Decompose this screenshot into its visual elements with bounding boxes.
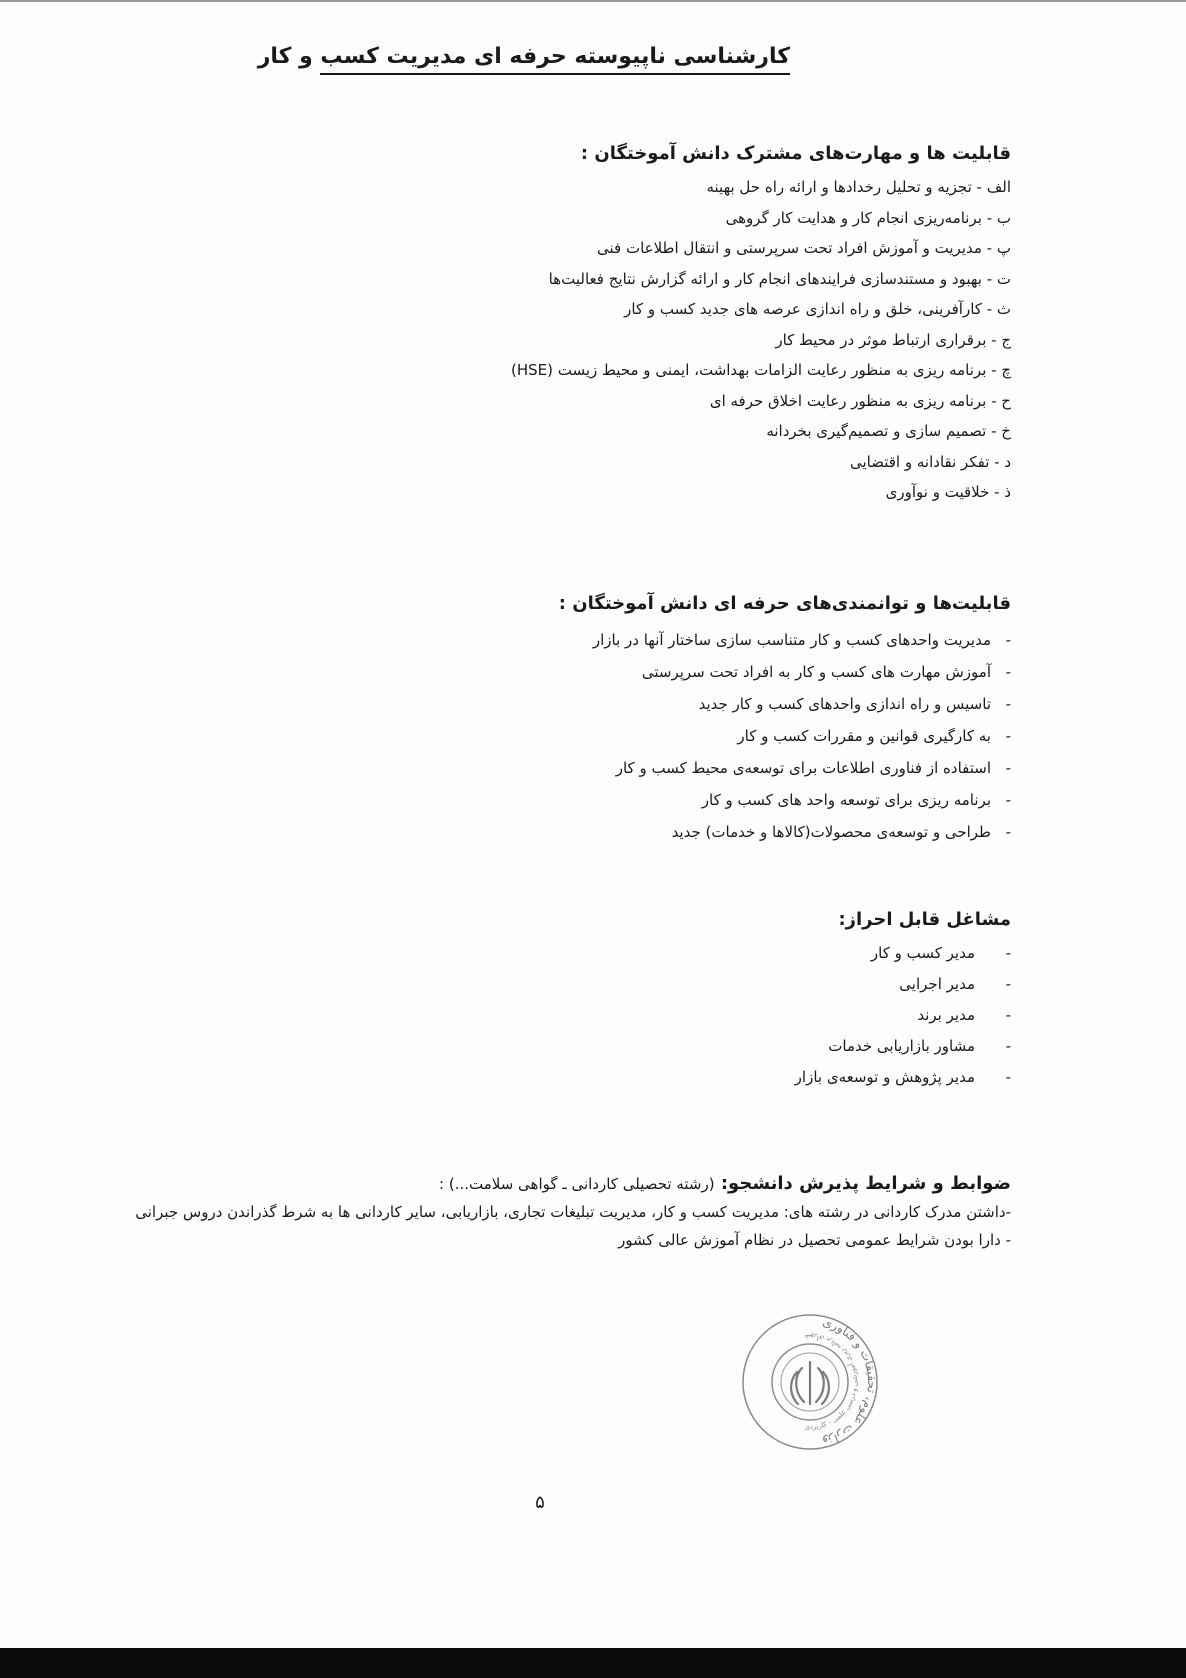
admission-line: -داشتن مدرک کاردانی در رشته های: مدیریت کسب و کار، مدیریت تبلیغات تجاری، بازاریابی، سایر کاردانی ها به شرط گذراندن دروس جبرانی [135,1203,1011,1221]
list-item: - طراحی و توسعه‌ی محصولات(کالاها و خدمات) جدید [559,816,1011,848]
page-title: کارشناسی ناپیوسته حرفه ای مدیریت کسب و کار [320,44,790,75]
list-item: ج - برقراری ارتباط موثر در محیط کار [775,330,1011,349]
list-item: ت - بهبود و مستندسازی فرایندهای انجام کار و ارائه گزارش نتایج فعالیت‌ها [548,269,1011,288]
list-item: - مدیر اجرایی [795,969,1011,1000]
list-item: پ - مدیریت و آموزش افراد تحت سرپرستی و انتقال اطلاعات فنی [596,239,1011,257]
professional-skills-section [559,590,1011,848]
professional-skills-heading: قابلیت‌ها و توانمندی‌های حرفه ای دانش آموختگان : [558,593,1011,614]
scan-edge-line [0,0,1186,2]
admission-heading [135,1170,1011,1198]
jobs-heading: مشاغل قابل احراز: [838,909,1011,930]
list-item: چ - برنامه ریزی به منظور رعایت الزامات بهداشت، ایمنی و محیط زیست (HSE) [511,361,1011,379]
list-item: - استفاده از فناوری اطلاعات برای توسعه‌ی محیط کسب و کار [559,752,1011,784]
list-item: خ - تصمیم سازی و تصمیم‌گیری بخردانه [766,422,1011,440]
svg-text:شورای برنامه ریزی آموزشی و درس [804,1333,859,1431]
iran-emblem-icon [791,1362,829,1404]
seal-outer-text: وزارت علوم، تحقیقات و فناوری [821,1314,880,1450]
list-item: - به کارگیری قوانین و مقررات کسب و کار [559,720,1011,752]
list-item: ث - کارآفرینی، خلق و راه اندازی عرصه های جدید کسب و کار [624,300,1011,318]
list-item: د - تفکر نقادانه و اقتضایی [849,452,1011,471]
page-number: ۵ [535,1492,545,1513]
list-item: - مدیر برند [795,1000,1011,1031]
list-item: - تاسیس و راه اندازی واحدهای کسب و کار جدید [559,688,1011,720]
admission-line: - دارا بودن شرایط عمومی تحصیل در نظام آموزش عالی کشور [618,1231,1011,1249]
common-skills-list [511,172,1011,508]
common-skills-heading: قابلیت ها و مهارت‌های مشترک دانش آموختگان : [580,143,1011,164]
admission-heading-note: (رشته تحصیلی کاردانی ـ گواهی سلامت...) : [439,1175,715,1193]
list-item: ب - برنامه‌ریزی انجام کار و هدایت کار گروهی [725,208,1011,227]
list-item: - آموزش مهارت های کسب و کار به افراد تحت سرپرستی [559,656,1011,688]
admission-heading-text: ضوابط و شرایط پذیرش دانشجو: [720,1173,1011,1194]
list-item: الف - تجزیه و تحلیل رخدادها و ارائه راه حل بهینه [706,178,1011,196]
admission-section [135,1170,1011,1254]
common-skills-section [511,140,1011,508]
jobs-list [795,938,1011,1093]
svg-text:وزارت علوم، تحقیقات و فناوری [821,1315,879,1450]
professional-skills-list [559,624,1011,848]
jobs-section [795,906,1011,1093]
seal-inner-text: شورای برنامه ریزی آموزشی و درسی علمی - کاربردی [804,1332,860,1432]
scan-bottom-edge [0,1648,1186,1678]
list-item: ح - برنامه ریزی به منظور رعایت اخلاق حرفه ای [709,391,1011,410]
list-item: - مدیر پژوهش و توسعه‌ی بازار [795,1062,1011,1093]
ministry-seal [740,1312,880,1452]
list-item: ذ - خلاقیت و نوآوری [885,483,1011,501]
list-item: - مدیر کسب و کار [795,938,1011,969]
list-item: - مشاور بازاریابی خدمات [795,1031,1011,1062]
list-item: - مدیریت واحدهای کسب و کار متناسب سازی ساختار آنها در بازار [559,624,1011,656]
list-item: - برنامه ریزی برای توسعه واحد های کسب و کار [559,784,1011,816]
